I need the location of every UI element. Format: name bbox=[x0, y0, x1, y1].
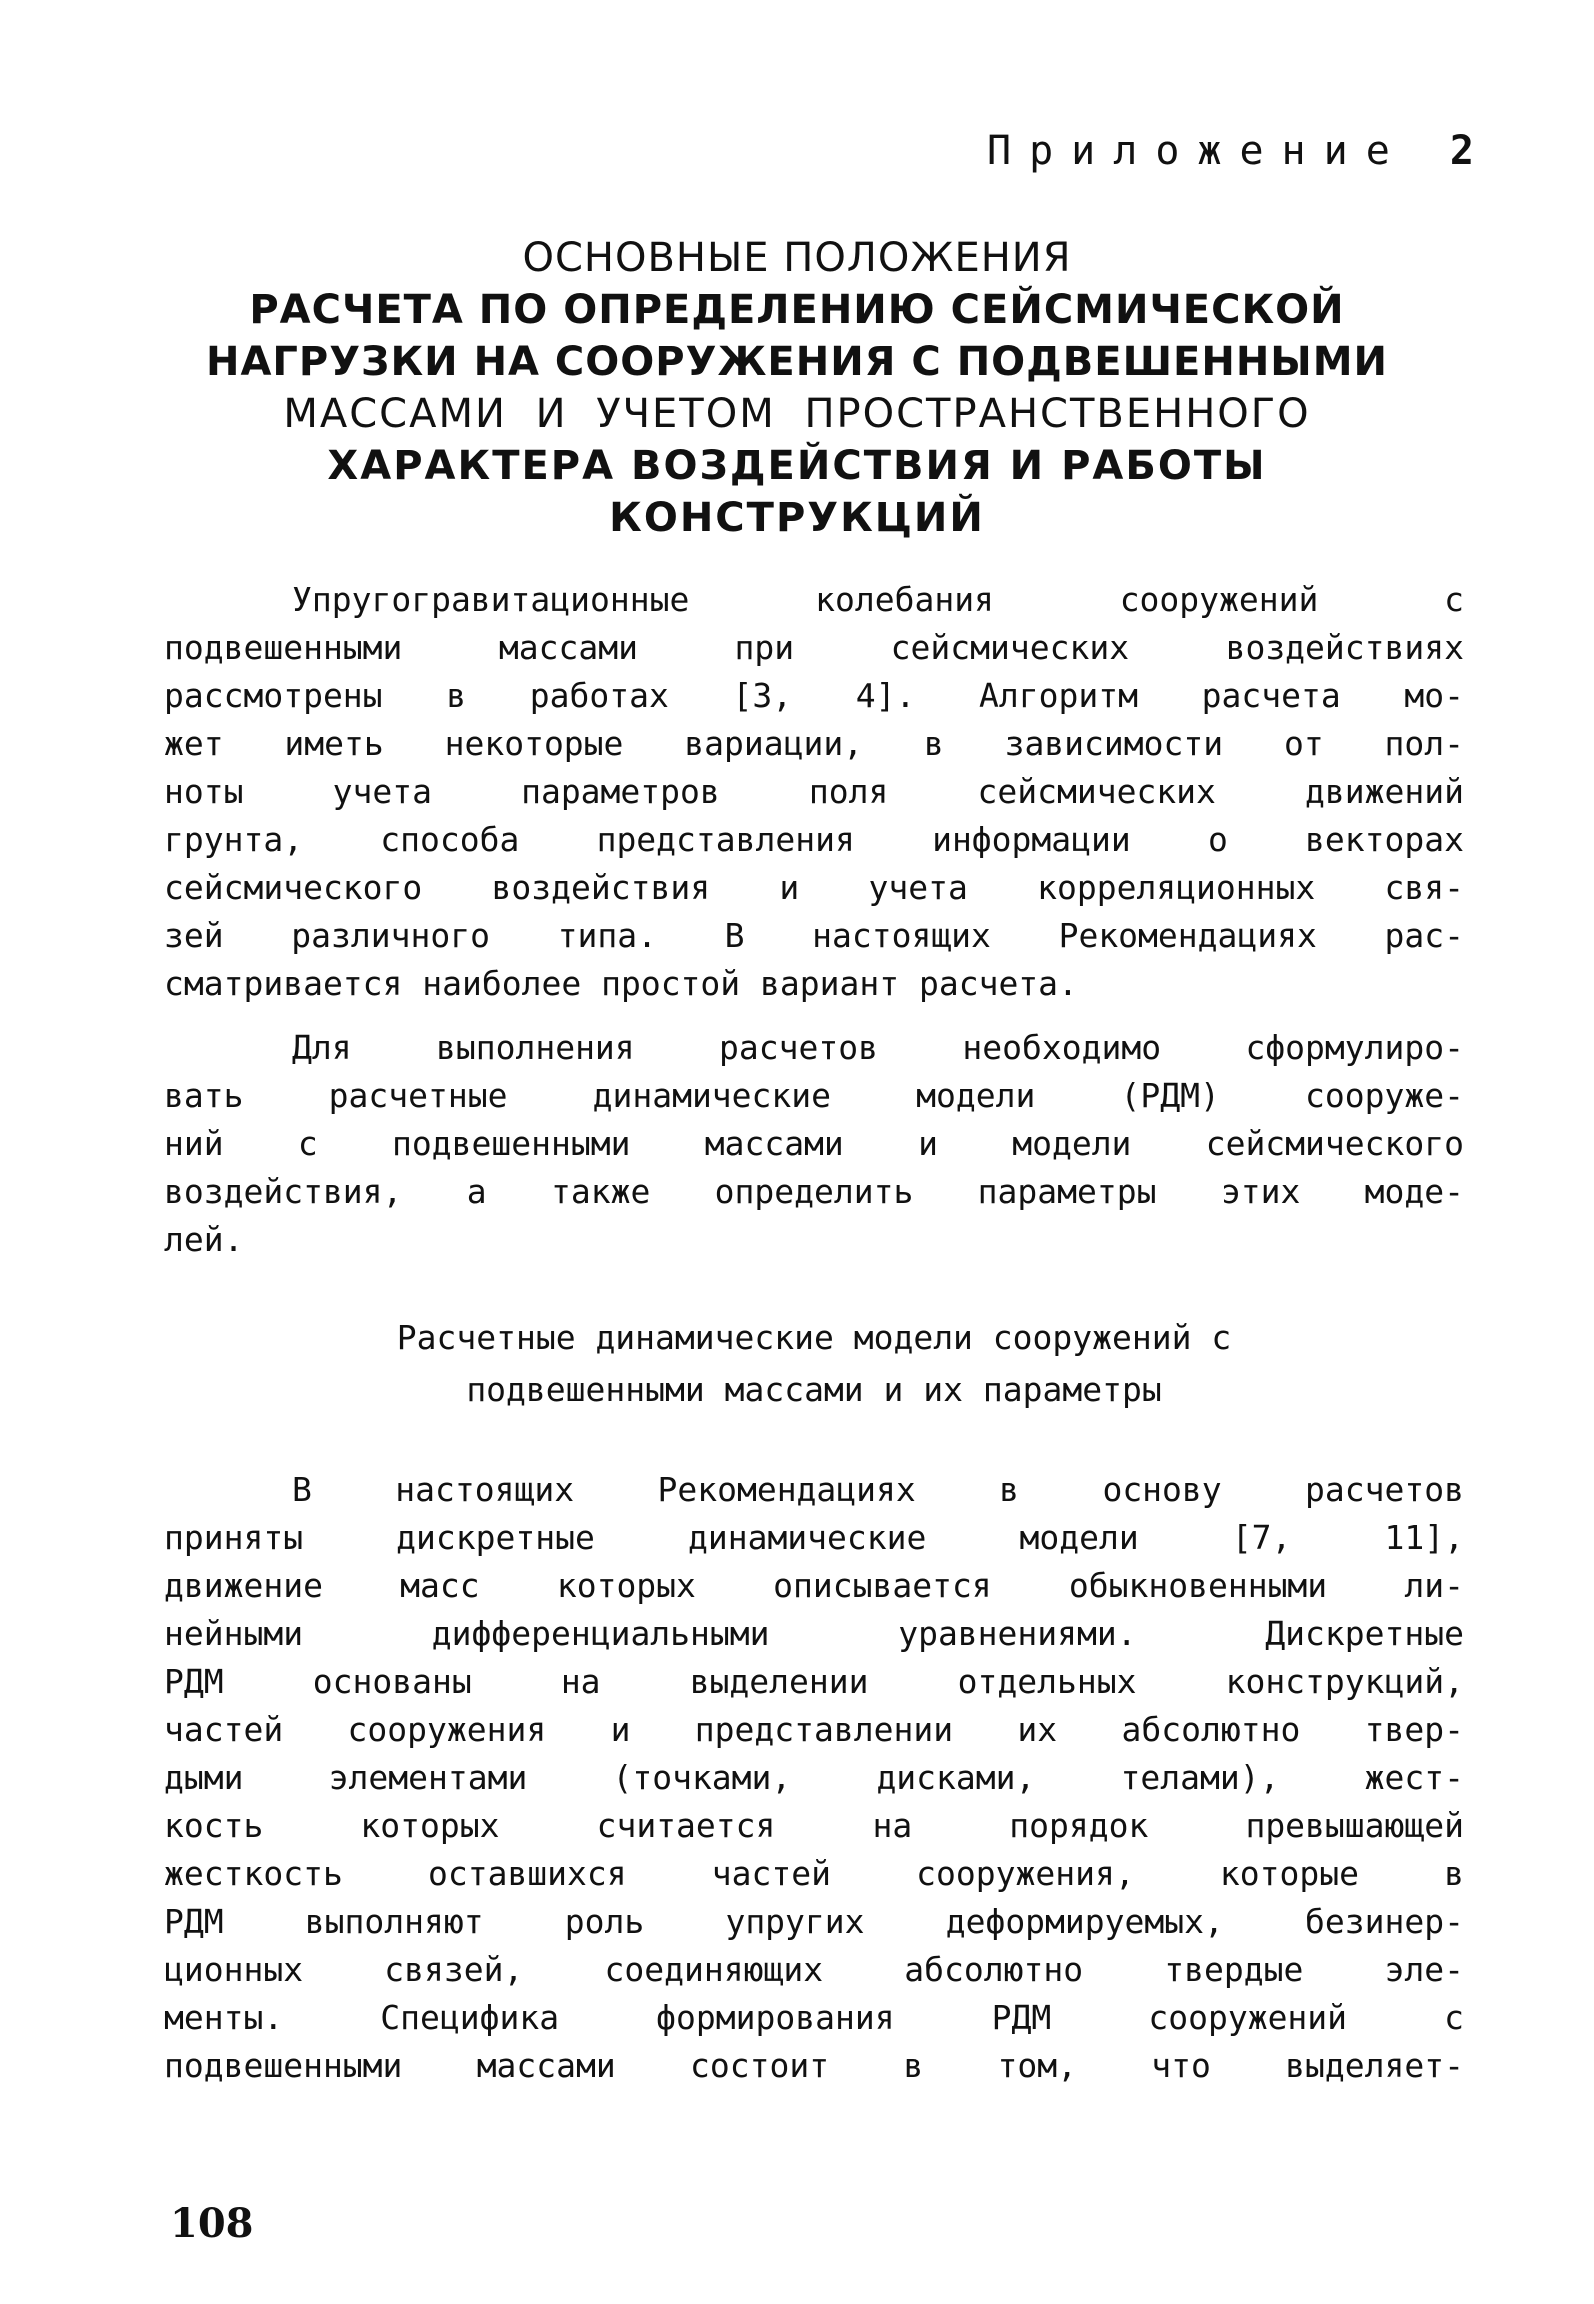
text-line: В настоящих Рекомендациях в основу расчетов bbox=[292, 1470, 1464, 1509]
text-line: вать расчетные динамические модели (РДМ) сооруже- bbox=[164, 1076, 1464, 1115]
text-line: дыми элементами (точками, дисками, телами), жест- bbox=[164, 1758, 1464, 1797]
text-line: кость которых считается на порядок превышающей bbox=[164, 1806, 1464, 1845]
title-line: ХАРАКТЕРА ВОЗДЕЙСТВИЯ И РАБОТЫ bbox=[327, 443, 1267, 489]
appendix-number: 2 bbox=[1449, 128, 1474, 174]
text-line: сейсмического воздействия и учета корреляционных свя- bbox=[164, 868, 1464, 907]
section-heading-line: Расчетные динамические модели сооружений с bbox=[396, 1318, 1232, 1357]
title-line: НАГРУЗКИ НА СООРУЖЕНИЯ С ПОДВЕШЕННЫМИ bbox=[205, 339, 1389, 385]
section-heading-line: подвешенными массами и их параметры bbox=[466, 1370, 1162, 1409]
text-line: Для выполнения расчетов необходимо сформулиро- bbox=[292, 1028, 1464, 1067]
text-line: лей. bbox=[164, 1220, 244, 1259]
text-line: жет иметь некоторые вариации, в зависимости от пол- bbox=[164, 724, 1464, 763]
text-line: РДМ выполняют роль упругих деформируемых, безинер- bbox=[164, 1902, 1464, 1941]
text-line: Упругогравитационные колебания сооружений с bbox=[292, 580, 1464, 619]
title-line: МАССАМИ И УЧЕТОМ ПРОСТРАНСТВЕННОГО bbox=[283, 391, 1311, 437]
intro-paragraph-2 bbox=[164, 1024, 1464, 1264]
intro-paragraph-1 bbox=[164, 576, 1464, 1008]
appendix-label: Приложение bbox=[986, 128, 1408, 174]
text-line: ний с подвешенными массами и модели сейсмического bbox=[164, 1124, 1464, 1163]
title-line: КОНСТРУКЦИЙ bbox=[609, 495, 985, 541]
section-heading bbox=[164, 1312, 1464, 1416]
document-title bbox=[160, 232, 1434, 544]
title-line: РАСЧЕТА ПО ОПРЕДЕЛЕНИЮ СЕЙСМИЧЕСКОЙ bbox=[249, 287, 1345, 333]
text-line: менты. Специфика формирования РДМ сооружений с bbox=[164, 1998, 1464, 2037]
text-line: рассмотрены в работах [3, 4]. Алгоритм расчета мо- bbox=[164, 676, 1464, 715]
text-line: подвешенными массами при сейсмических воздействиях bbox=[164, 628, 1464, 667]
section-paragraph bbox=[164, 1466, 1464, 2090]
text-line: частей сооружения и представлении их абсолютно твер- bbox=[164, 1710, 1464, 1749]
text-line: зей различного типа. В настоящих Рекомендациях рас- bbox=[164, 916, 1464, 955]
text-line: РДМ основаны на выделении отдельных конструкций, bbox=[164, 1662, 1464, 1701]
text-line: нейными дифференциальными уравнениями. Дискретные bbox=[164, 1614, 1464, 1653]
text-line: приняты дискретные динамические модели [7, 11], bbox=[164, 1518, 1464, 1557]
text-line: ционных связей, соединяющих абсолютно твердые эле- bbox=[164, 1950, 1464, 1989]
text-line: подвешенными массами состоит в том, что выделяет- bbox=[164, 2046, 1464, 2085]
text-line: ноты учета параметров поля сейсмических движений bbox=[164, 772, 1464, 811]
text-line: грунта, способа представления информации о векторах bbox=[164, 820, 1464, 859]
title-line: ОСНОВНЫЕ ПОЛОЖЕНИЯ bbox=[522, 235, 1072, 281]
page-number: 108 bbox=[170, 2200, 254, 2247]
appendix-heading bbox=[880, 128, 1474, 174]
text-line: движение масс которых описывается обыкновенными ли- bbox=[164, 1566, 1464, 1605]
text-line: воздействия, а также определить параметры этих моде- bbox=[164, 1172, 1464, 1211]
text-line: жесткость оставшихся частей сооружения, которые в bbox=[164, 1854, 1464, 1893]
text-line: сматривается наиболее простой вариант расчета. bbox=[164, 964, 1078, 1003]
